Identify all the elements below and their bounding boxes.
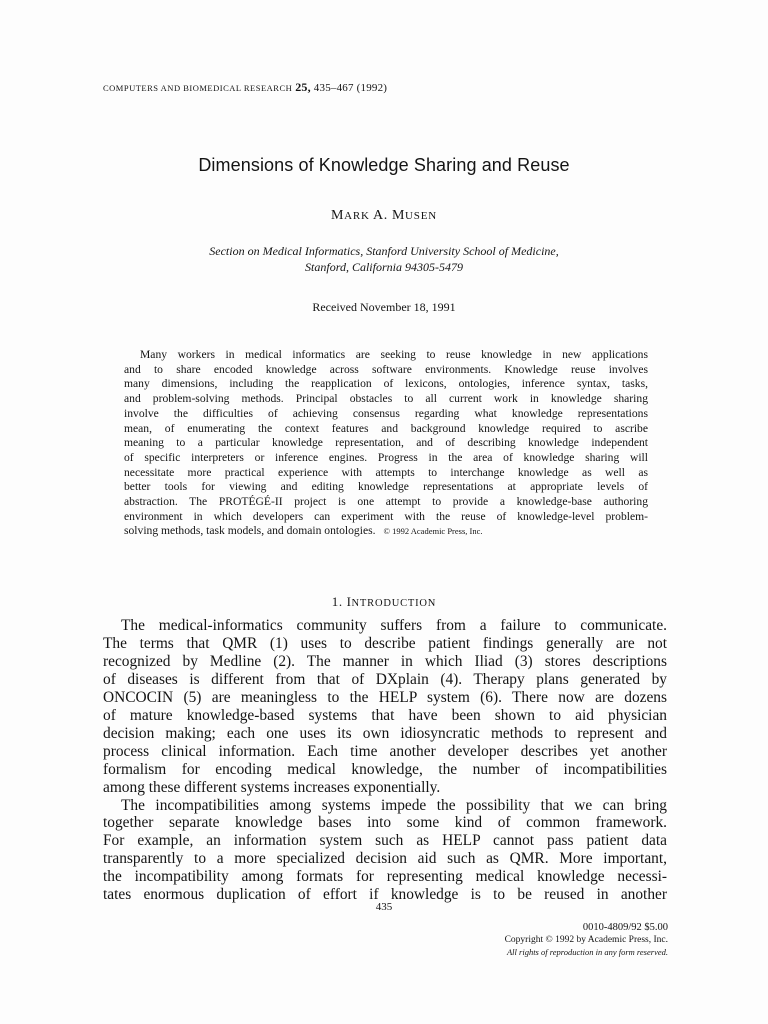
affiliation-line: Section on Medical Informatics, Stanford University School of Medicine, [209,244,559,258]
body-line: of mature knowledge-based systems that have been shown to aid physician [103,706,667,724]
body-line: ONCOCIN (5) are meaningless to the HELP system (6). There now are dozens [103,688,667,706]
body-text [103,617,667,904]
abstract-line: abstraction. The PROTÉGÉ-II project is one attempt to provide a knowledge-base authoring [124,495,648,509]
body-line: tates enormous duplication of effort if knowledge is to be reused in another [103,886,667,904]
author-middle: A. [373,208,388,223]
author-first-initial: M [331,208,345,223]
abstract-line: mean, of enumerating the context features and background knowledge required to ascribe [124,421,648,435]
footer-rights: All rights of reproduction in any form reserved. [506,947,668,957]
abstract-line: of specific interpreters or inference engines. Progress in the area of knowledge sharing will [124,450,648,464]
body-line: of diseases is different from that of DXplain (4). Therapy plans generated by [103,670,667,688]
journal-pages-year: 435–467 (1992) [313,82,388,94]
section-title-initial: I [346,594,352,609]
abstract-line: involve the difficulties of achieving consensus regarding what knowledge representations [124,406,648,420]
footer-copyright: Copyright © 1992 by Academic Press, Inc. [504,935,668,945]
affiliation-line: Stanford, California 94305-5479 [305,260,463,274]
body-line: formalism for encoding medical knowledge, the number of incompatibilities [103,760,667,778]
body-line: The terms that QMR (1) uses to describe patient findings generally are not [103,634,667,652]
received-date: Received November 18, 1991 [312,300,456,314]
body-line: transparently to a more specialized decision aid such as QMR. More important, [103,850,667,868]
abstract-line: many dimensions, including the reapplication of lexicons, ontologies, inference syntax, tasks, [124,377,648,391]
abstract-line: necessitate more practical experience with attempts to interchange knowledge as well as [124,465,648,479]
body-line: For example, an information system such as HELP cannot pass patient data [103,832,667,850]
paper-title: Dimensions of Knowledge Sharing and Reuse [198,155,570,175]
journal-name: COMPUTERS AND BIOMEDICAL RESEARCH [103,83,293,93]
abstract-line: meaning to a particular knowledge representation, and of describing knowledge independent [124,436,648,450]
abstract-line: environment in which developers can experiment with the reuse of knowledge-level problem- [124,509,648,523]
author-last-initial: M [391,208,406,223]
footer-code: 0010-4809/92 $5.00 [582,922,668,933]
journal-volume: 25, [295,80,311,94]
author-first-rest: ARK [344,210,370,222]
abstract-line-text: solving methods, task models, and domain ontologies. [124,524,376,538]
journal-header [103,80,387,95]
body-line: among these different systems increases exponentially. [103,778,441,796]
page-number: 435 [375,901,393,913]
author-name [0,208,768,224]
author-last-rest: USEN [405,210,437,222]
body-line: decision making; each one uses its own idiosyncratic methods to represent and [103,724,667,742]
abstract-last-line [124,524,648,539]
body-line: The incompatibilities among systems impede the possibility that we can bring [121,796,667,814]
body-line: The medical-informatics community suffers from a failure to communicate. [121,617,667,634]
affiliation [0,243,768,275]
section-heading [0,594,768,610]
abstract-copyright: © 1992 Academic Press, Inc. [383,526,483,537]
abstract-line: and to share encoded knowledge across software environments. Knowledge reuse involves [124,362,648,376]
abstract-line: Many workers in medical informatics are seeking to reuse knowledge in new applications [140,348,648,361]
abstract-line: and problem-solving methods. Principal obstacles to all current work in knowledge sharing [124,392,648,406]
abstract [124,348,648,539]
body-line: together separate knowledge bases into some kind of common framework. [103,814,667,832]
section-number: 1. [331,594,343,609]
section-title-rest: NTRODUCTION [351,598,437,609]
abstract-line: better tools for viewing and editing knowledge representations at appropriate levels of [124,480,648,494]
body-line: recognized by Medline (2). The manner in which Iliad (3) stores descriptions [103,652,667,670]
body-line: the incompatibility among formats for representing medical knowledge necessi- [103,868,667,886]
body-line: process clinical information. Each time another developer describes yet another [103,742,667,760]
footer [505,922,668,958]
